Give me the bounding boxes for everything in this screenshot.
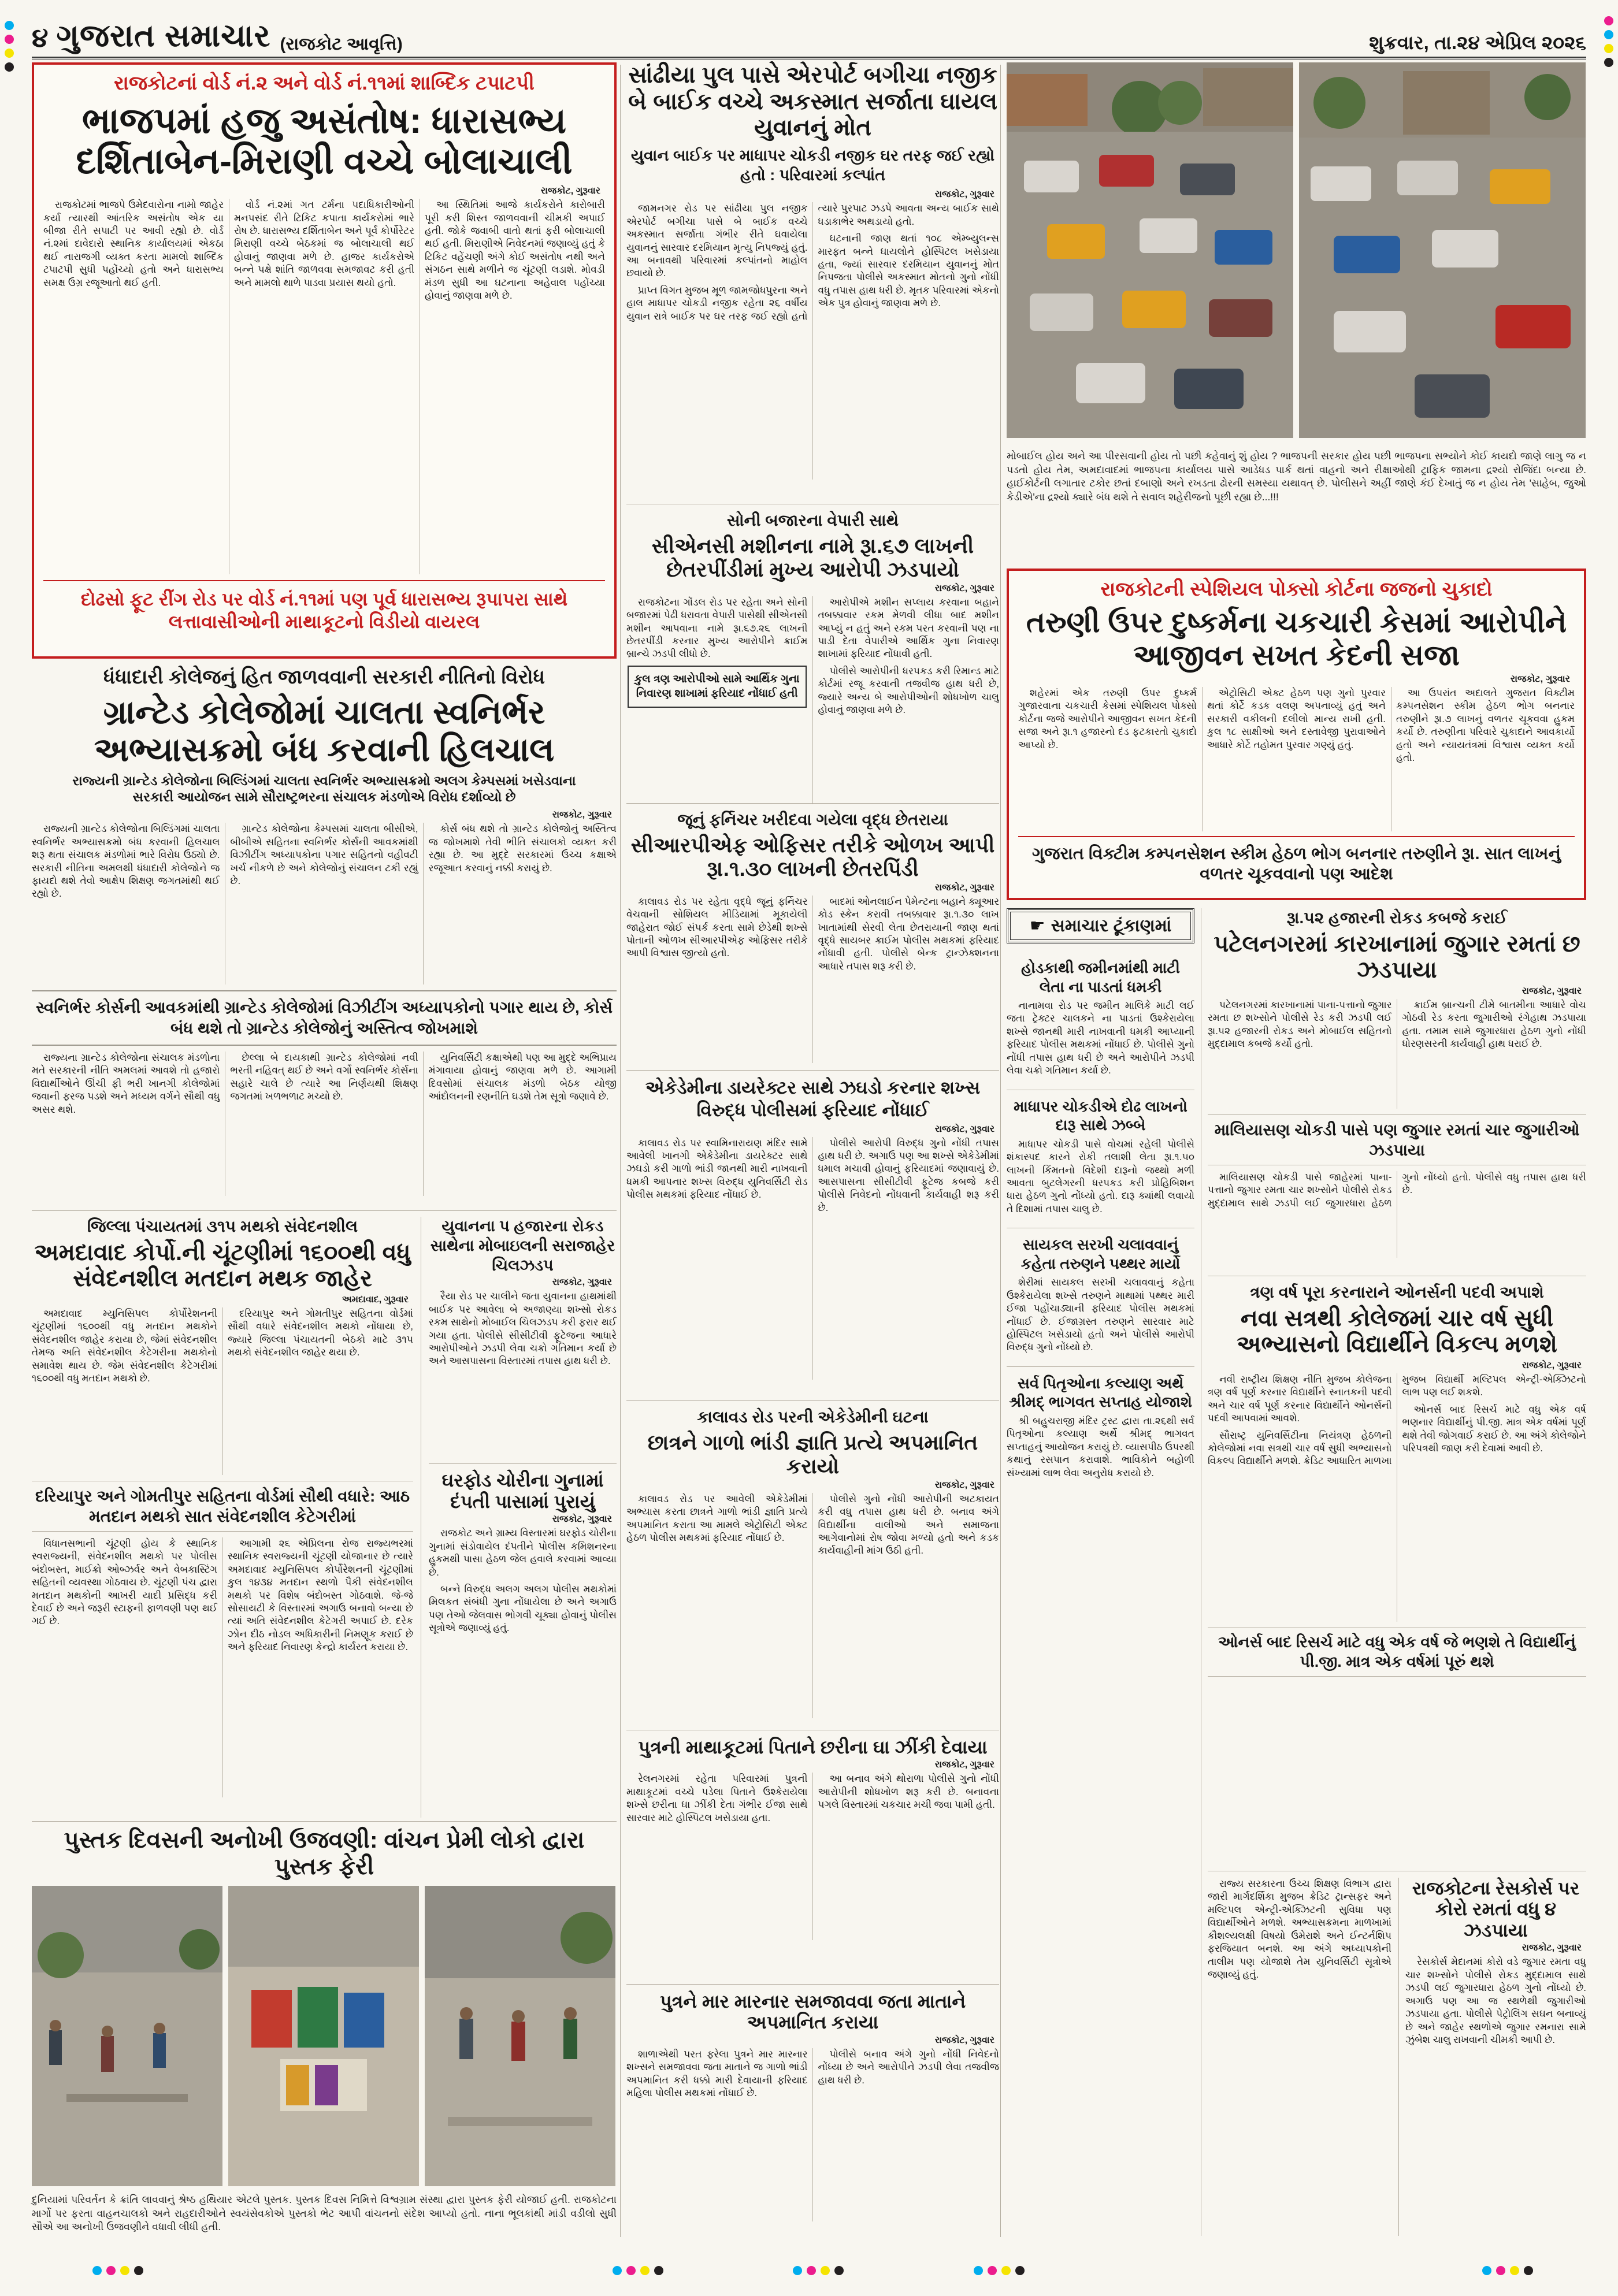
article-body (1208, 999, 1586, 1109)
registration-marks-bottom-3 (793, 2266, 844, 2275)
article-academy-complaint (626, 1077, 999, 1380)
article-caste-insult (626, 1407, 999, 1718)
brief-item (1007, 1228, 1194, 1358)
article-paragraph: અમદાવાદ મ્યુનિસિપલ કોર્પોરેશનની ચૂંટણીમાં ૧૬૦૦થી વધુ મતદાન મથકોને સંવેદનશીલ જાહેર કરાયા છે, જેમાં સંવેદનશીલ તેમજ અતિ સંવેદનશીલ કેટેગરીના મથકોનો સમાવેશ થાય છે. જેમ સંવેદનશીલ કેટેગરીમાં ૧૬૦૦થી વધુ મતદાન મથકો છે. (32, 1307, 217, 1384)
article-paragraph: આ બનાવ અંગે થોરાળા પોલીસે ગુનો નોંધી આરોપીની શોધખોળ શરૂ કરી છે. બનાવના પગલે વિસ્તારમાં ચકચાર મચી જવા પામી હતી. (818, 1773, 999, 1811)
article-pocso-verdict (1007, 569, 1586, 900)
article-paragraph: યુનિવર્સિટી કક્ષાએથી પણ આ મુદ્દે અભિપ્રાય મંગાવાયા હોવાનું જાણવા મળે છે. આગામી દિવસોમાં સંચાલક મંડળો બેઠક યોજી આંદોલનની રણનીતિ ઘડશે તેમ સૂત્રો જણાવે છે. (428, 1052, 617, 1102)
article-body (1208, 1373, 1586, 1622)
article-granted-colleges (32, 666, 617, 1206)
reg-dot-magenta (106, 2266, 116, 2275)
reg-dot-yellow (1604, 44, 1613, 53)
article-kicker: જિલ્લા પંચાયતમાં ૩૧૫ મથકો સંવેદનશીલ (87, 1217, 358, 1235)
page-header (32, 14, 1586, 54)
reg-dot-magenta (626, 2266, 636, 2275)
article-paragraph: જામનગર રોડ પર સાંઢીયા પુલ નજીક એરપોર્ટ બગીચા પાસે બે બાઈક વચ્ચે અકસ્માત સર્જાતા ગંભીર રીતે ઘવાયેલા યુવાનનું સારવાર દરમિયાન મૃત્યુ નિપજ્યું હતું. આ બનાવથી પરિવારમાં કલ્પાંતનો માહોલ છવાયો છે. (626, 203, 808, 279)
article-bike-accident (626, 62, 999, 480)
reg-dot-black (5, 62, 14, 72)
article-paragraph: આરોપીએ મશીન સપ્લાય કરવાના બહાને તબક્કાવાર રકમ મેળવી લીધા બાદ મશીન આપ્યું ન હતું અને રકમ પરત કરવાની પણ ના પાડી દેતા વેપારીએ આર્થિક ગુના નિવારણ શાખામાં ફરિયાદ નોંધાવી હતી. (818, 596, 999, 660)
article-paragraph: રાજ્યના ગ્રાન્ટેડ કોલેજોના સંચાલક મંડળોના મતે સરકારની નીતિ અમલમાં આવશે તો હજારો વિદ્યાર્થીઓને ઊંચી ફી ભરી ખાનગી કોલેજોમાં જવાની ફરજ પડશે અને મધ્યમ વર્ગને સૌથી વધુ અસર થશે. (32, 1052, 220, 1115)
article-kicker: રાજકોટનાં વોર્ડ નં.૨ અને વોર્ડ નં.૧૧માં શાબ્દિક ટપાટપી (114, 72, 535, 94)
dateline: રાજકોટ, ગુરૂવાર (1510, 674, 1570, 684)
reg-dot-black (654, 2266, 663, 2275)
article-deck: યુવાન બાઈક પર માધાપર ચોકડી નજીક ઘર તરફ જઈ રહ્યો હતો : પરિવારમાં કલ્પાંત (630, 146, 995, 184)
article-gambling-raid (1208, 908, 1586, 1258)
brief-body (1007, 1000, 1194, 1082)
reg-dot-magenta (1496, 2266, 1505, 2275)
article-paragraph: આ ઉપરાંત અદાલતે ગુજરાત વિક્ટીમ કમ્પનસેશન સ્કીમ હેઠળ ભોગ બનનાર તરુણીને રૂ।.૭ લાખનું વળતર ચૂકવવા હુકમ કર્યો છે. તરુણીના પરિવારે ચુકાદાને આવકાર્યો હતો અને ન્યાયતંત્રમાં વિશ્વાસ વ્યક્ત કર્યો હતો. (1396, 687, 1575, 763)
article-mother-insulted (626, 1991, 999, 2221)
article-body (1208, 1171, 1586, 1258)
edition-label: (રાજકોટ આવૃત્તિ) (280, 35, 403, 54)
reg-dot-yellow (1510, 2266, 1519, 2275)
reg-dot-cyan (1604, 30, 1613, 39)
brief-body (1007, 1276, 1194, 1358)
article-paragraph: નવી રાષ્ટ્રીય શિક્ષણ નીતિ મુજબ કોલેજના ત્રણ વર્ષ પૂર્ણ કરનાર વિદ્યાર્થીને સ્નાતકની પદવી અને ચાર વર્ષ પૂર્ણ કરનાર વિદ્યાર્થીને ઓનર્સની પદવી આપવામાં આવશે. (1208, 1373, 1392, 1424)
reg-dot-yellow (120, 2266, 129, 2275)
article-headline: રાજકોટના રેસકોર્સ પર કોરો રમતાં વધુ ૪ ઝડપાયા (1412, 1878, 1580, 1941)
article-paragraph: એટ્રોસિટી એક્ટ હેઠળ પણ ગુનો પુરવાર થતાં કોર્ટે કડક વલણ અપનાવ્યું હતું અને સરકારી વકીલની દલીલો માન્ય રાખી હતી. કુલ ૧૮ સાક્ષીઓ અને દસ્તાવેજી પુરાવાઓને આધારે કોર્ટે તહોમત પુરવાર ગણ્યું હતું. (1207, 687, 1386, 751)
article-headline: છાત્રને ગાળો ભાંડી જ્ઞાતિ પ્રત્યે અપમાનિત કરાયો (647, 1430, 978, 1478)
article-paragraph: બાદમાં ઓનલાઈન પેમેન્ટના બહાને ક્યૂઆર કોડ સ્કેન કરાવી તબક્કાવાર રૂા.૧.૩૦ લાખ ખાતામાંથી સેરવી લેતા છેતરાયાની જાણ થતાં વૃદ્ધે સાયબર ક્રાઈમ પોલીસ મથકમાં ફરિયાદ નોંધાવી હતી. પોલીસે બેન્ક ટ્રાન્ઝેક્શનના આધારે તપાસ શરૂ કરી છે. (818, 896, 999, 972)
article-paragraph: નાનામવા રોડ પર જમીન માલિકે માટી લઈ જતા ટ્રેક્ટર ચાલકને ના પાડતાં ઉશ્કેરાયેલા શખ્સે જાનથી મારી નાખવાની ધમકી આપ્યાની ફરિયાદ પોલીસ મથકમાં નોંધાઈ છે. પોલીસે ગુનો નોંધી તપાસ હાથ ધરી છે અને આરોપીને ઝડપી લેવા ચક્રો ગતિમાન કર્યા છે. (1007, 1000, 1194, 1076)
divider (32, 1821, 617, 1822)
registration-marks-top-right (1604, 16, 1613, 67)
article-cnc-fraud (626, 511, 999, 804)
article-paragraph: કોર્સ બંધ થશે તો ગ્રાન્ટેડ કોલેજોનું અસ્તિત્વ જ જોખમાશે તેવી ભીતિ સંચાલકો વ્યક્ત કરી રહ્યા છે. આ મુદ્દે સરકારમાં ઉચ્ચ કક્ષાએ રજૂઆત કરવાનું નક્કી કરાયું છે. (428, 823, 617, 874)
article-body (1018, 687, 1575, 831)
photo-book-fair-3 (425, 1886, 615, 2186)
article-inset-box: કુલ ત્રણ આરોપીઓ સામે આર્થિક ગુના નિવારણ શાખામાં ફરિયાદ નોંધાઈ હતી (628, 666, 807, 708)
dateline: રાજકોટ, ગુરૂવાર (934, 1124, 994, 1134)
traffic-photos (1007, 62, 1586, 438)
article-paragraph: કાલાવડ રોડ પર રહેતા વૃદ્ધે જૂનું ફર્નિચર વેચવાની સોશિયલ મીડિયામાં મૂકાયેલી જાહેરાત જોઈ સંપર્ક કરતા સામે છેડેથી શખ્સે પોતાની ઓળખ સીઆરપીએફ ઓફિસર તરીકે આપી વિશ્વાસ જીત્યો હતો. (626, 896, 808, 959)
dateline: રાજકોટ, ગુરૂવાર (552, 810, 612, 820)
reg-dot-yellow (1001, 2266, 1011, 2275)
article-body (626, 2048, 999, 2221)
article-paragraph: રેલનગરમાં રહેતા પરિવારમાં પુત્રની માથાકૂટમાં વચ્ચે પડેલા પિતાને ઉશ્કેરાયેલા શખ્સે છરીના ઘા ઝીંકી દેતા ગંભીર ઈજા સાથે સારવાર માટે હોસ્પિટલ ખસેડાયા હતા. (626, 1773, 808, 1823)
photo-book-fair-1 (32, 1886, 222, 2186)
article-headline: સીઆરપીએફ ઓફિસર તરીકે ઓળખ આપી રૂ।.૧.૩૦ લાખની છેતરપિંડી (630, 833, 995, 880)
reg-dot-cyan (974, 2266, 983, 2275)
dateline: અમદાવાદ, ગુરૂવાર (342, 1294, 409, 1305)
article-body (429, 1527, 617, 1804)
registration-marks-bottom-5 (1482, 2266, 1533, 2275)
article-kicker: રાજકોટની સ્પેશિયલ પોક્સો કોર્ટના જજનો ચુકાદો (1100, 578, 1493, 600)
reg-dot-magenta (988, 2266, 997, 2275)
article-kicker: રૂા.૫૨ હજારની રોકડ કબજે કરાઈ (1286, 909, 1508, 927)
left-third-column (429, 1217, 617, 1818)
photo-traffic-1 (1007, 62, 1293, 438)
article-inset-line: ઓનર્સ બાદ રિસર્ચ માટે વધુ એક વર્ષ જે ભણશે તે વિદ્યાર્થીનું પી.જી. માત્ર એક વર્ષમાં પૂરું થશે (1208, 1628, 1586, 1677)
article-body (626, 896, 999, 1063)
reg-dot-magenta (1604, 16, 1613, 25)
article-body (1405, 1956, 1586, 2050)
article-body (626, 1773, 999, 1940)
registration-marks-bottom-2 (613, 2266, 663, 2275)
article-kicker: ધંધાદારી કોલેજનું હિત જાળવવાની સરકારી નીતિનો વિરોધ (103, 666, 545, 688)
article-footer-line: ગુજરાત વિક્ટીમ કમ્પનસેશન સ્કીમ હેઠળ ભોગ બનનાર તરુણીને રૂ।. સાત લાખનું વળતર ચૂકવવાનો પણ આદેશ (1018, 836, 1575, 885)
article-kicker: જૂનું ફર્નિચર ખરીદવા ગયેલા વૃદ્ધ છેતરાયા (677, 811, 948, 829)
article-paragraph: રાજ્યની ગ્રાન્ટેડ કોલેજોના બિલ્ડિંગમાં ચાલતા સ્વનિર્ભર અભ્યાસક્રમો બંધ કરવાની હિલચાલ શરૂ થતા સંચાલક મંડળોમાં ભારે વિરોધ ઉઠ્યો છે. સરકારી નીતિના અમલથી ધંધાદારી કોલેજોને જ ફાયદો થશે તેવો આક્ષેપ શિક્ષણ જગતમાંથી થઈ રહ્યો છે. (32, 823, 220, 900)
article-body (626, 202, 999, 480)
brief-headline: સર્વ પિતૃઓના કલ્યાણ અર્થે શ્રીમદ્ ભાગવત સપ્તાહ યોજાશે (1007, 1366, 1194, 1411)
issue-date: શુક્રવાર, તા.૨૪ એપ્રિલ ૨૦૨૬ (1369, 32, 1586, 53)
article-paragraph: ઘટનાની જાણ થતાં ૧૦૮ એમ્બ્યુલન્સ મારફત બન્ને ઘાયલોને હોસ્પિટલ ખસેડાયા હતા, જ્યાં સારવાર દરમિયાન યુવાનનું મોત નિપજતા પોલીસે અકસ્માત મોતનો ગુનો નોંધી વધુ તપાસ હાથ ધરી છે. મૃતક પરિવારમાં એકનો એક પુત્ર હોવાનું જાણવા મળે છે. (818, 233, 999, 309)
divider (1000, 65, 1001, 2237)
reg-dot-black (134, 2266, 143, 2275)
article-paragraph: ઓનર્સ બાદ રિસર્ચ માટે વધુ એક વર્ષ ભણનાર વિદ્યાર્થીનું પી.જી. માત્ર એક વર્ષમાં પૂર્ણ થશે તેવી જોગવાઈ કરાઈ છે. આ અંગે કોલેજોને પરિપત્રથી જાણ કરી દેવામાં આવી છે. (1402, 1403, 1586, 1454)
news-briefs-header (1007, 908, 1194, 943)
article-headline: ગ્રાન્ટેડ કોલેજોમાં ચાલતા સ્વનિર્ભર અભ્યાસક્રમો બંધ કરવાની હિલચાલ (94, 693, 555, 768)
article-paragraph: વોર્ડ નં.૨માં ગત ટર્મના પદાધિકારીઓની મનપસંદ રીતે ટિકિટ કપાતા કાર્યકરોમાં ભારે રોષ છે. ધારાસભ્ય દર્શિતાબેન અને પૂર્વ કોર્પોરેટર મિરાણી વચ્ચે બેઠકમાં જ બોલાચાલી થઈ હોવાનું જાણવા મળે છે. હાજર કાર્યકરોએ બન્ને પક્ષે શાંતિ જાળવવા સમજાવટ કરી હતી અને મામલો થાળે પાડવા પ્રયાસ થયો હતો. (234, 199, 414, 288)
article-paragraph: પોલીસે બનાવ અંગે ગુનો નોંધી નિવેદનો નોંધ્યા છે અને આરોપીને ઝડપી લેવા તજવીજ હાથ ધરી છે. (818, 2048, 999, 2086)
article-paragraph: ગ્રાન્ટેડ કોલેજોના કેમ્પસમાં ચાલતા બીસીએ, બીબીએ સહિતના સ્વનિર્ભર કોર્સની આવકમાંથી વિઝીટીંગ અધ્યાપકોના પગાર સહિતનો વહીવટી ખર્ચ નીકળે છે અને કોલેજોનું સંચાલન ટકી રહ્યું છે. (230, 823, 418, 886)
news-briefs-title: સમાચાર ટૂંકાણમાં (1051, 916, 1172, 935)
registration-marks-top-left (5, 21, 14, 72)
dateline: રાજકોટ, ગુરૂવાર (552, 1514, 612, 1525)
article-subhead: દરિયાપુર અને ગોમતીપુર સહિતના વોર્ડમાં સૌથી વધારે: આઠ મતદાન મથકો સાત સંવેદનશીલ કેટેગરીમાં (32, 1481, 413, 1532)
pointing-finger-icon: ☛ (1029, 916, 1045, 935)
article-headline: ઘરફોડ ચોરીના ગુનામાં દંપતી પાસામાં પુરાયું (441, 1470, 604, 1512)
article-book-day (32, 1827, 617, 2236)
article-paragraph: કાલાવડ રોડ પર સ્વામિનારાયણ મંદિર સામે આવેલી ખાનગી એકેડેમીના ડાયરેક્ટર સાથે ઝઘડો કરી ગાળો ભાંડી જાનથી મારી નાખવાની ધમકી આપનાર શખ્સ વિરુદ્ધ યુનિવર્સિટી રોડ પોલીસ મથકમાં ફરિયાદ નોંધાઈ છે. (626, 1137, 808, 1201)
brief-item (1007, 952, 1194, 1082)
article-paragraph: માલિયાસણ ચોકડી પાસે જાહેરમાં પાના-પત્તાનો જુગાર રમતા ચાર શખ્સોને પોલીસે રોકડ મુદ્દામાલ સાથે ઝડપી લઈ જુગારધારા હેઠળ ગુનો નોંધ્યો હતો. પોલીસે વધુ તપાસ હાથ ધરી છે. (1208, 1171, 1586, 1209)
article-paragraph: સૌરાષ્ટ્ર યુનિવર્સિટીના નિયંત્રણ હેઠળની કોલેજોમાં નવા સત્રથી ચાર વર્ષ સુધી અભ્યાસનો વિકલ્પ વિદ્યાર્થીને મળશે. ક્રેડિટ આધારિત માળખા મુજબ વિદ્યાર્થી મલ્ટિપલ એન્ટ્રી-એક્ઝિટનો લાભ પણ લઈ શકશે. (1208, 1373, 1586, 1467)
reg-dot-magenta (807, 2266, 816, 2275)
article-paragraph: છેલ્લા બે દાયકાથી ગ્રાન્ટેડ કોલેજોમાં નવી ભરતી નહિવત્ થઈ છે અને વર્ગો સ્વનિર્ભર કોર્સના સહારે ચાલે છે ત્યારે આ નિર્ણયથી શિક્ષણ જગતમાં ખળભળાટ મચ્યો છે. (230, 1052, 418, 1102)
header-rule (32, 57, 1586, 60)
article-body (626, 596, 999, 804)
reg-dot-cyan (613, 2266, 622, 2275)
dateline: રાજકોટ, ગુરૂવાર (934, 583, 994, 593)
photo-row (32, 1886, 617, 2186)
dateline: રાજકોટ, ગુરૂવાર (934, 1480, 994, 1490)
article-body (32, 1307, 413, 1475)
article-bjp-dispute (32, 62, 617, 659)
brief-headline: માધાપર ચોકડીએ દોઢ લાખનો દારૂ સાથે ઝબ્બે (1007, 1090, 1194, 1135)
article-paragraph: પોલીસે ગુનો નોંધી આરોપીની અટકાયત કરી વધુ તપાસ હાથ ધરી છે. બનાવ અંગે વિદ્યાર્થીના વાલીઓ અને સમાજના આગેવાનોમાં રોષ જોવા મળ્યો હતો અને કડક કાર્યવાહીની માંગ ઉઠી હતી. (818, 1493, 999, 1556)
divider (626, 1070, 999, 1071)
divider (626, 803, 999, 804)
article-body (429, 1290, 617, 1458)
article-headline: અમદાવાદ કોર્પો.ની ચૂંટણીમાં ૧૬૦૦થી વધુ સંવેદનશીલ મતદાન મથક જાહેર (34, 1239, 411, 1292)
article-paragraph: શેરીમાં સાયકલ સરખી ચલાવવાનું કહેતા ઉશ્કેરાયેલા શખ્સે તરુણને માથામાં પથ્થર મારી ઈજા પહોંચાડ્યાની ફરિયાદ પોલીસ મથકમાં નોંધાઈ છે. ઈજાગ્રસ્ત તરુણને સારવાર માટે હોસ્પિટલ ખસેડાયો હતો અને પોલીસે આરોપી વિરુદ્ધ ગુનો નોંધ્યો છે. (1007, 1277, 1194, 1353)
article-paragraph: પ્રાપ્ત વિગત મુજબ મૂળ જામજોધપુરના અને હાલ માધાપર ચોકડી નજીક રહેતા ૨૬ વર્ષીય યુવાન રાત્રે બાઈક પર ઘર તરફ જઈ રહ્યો હતો ત્યારે પુરપાટ ઝડપે આવતા અન્ય બાઈક સાથે ધડાકાભેર અથડાયો હતો. (626, 203, 999, 322)
article-body (32, 1537, 413, 1797)
dateline: રાજકોટ, ગુરૂવાર (540, 186, 600, 196)
masthead-group (32, 18, 403, 54)
article-paragraph: માધાપર ચોકડી પાસે વોચમાં રહેલી પોલીસે શંકાસ્પદ કારને રોકી તલાશી લેતા રૂા.૧.૫૦ લાખની કિંમતનો વિદેશી દારૂનો જથ્થો મળી આવતા બુટલેગરની ધરપકડ કરી પ્રોહિબિશન ધારા હેઠળ ગુનો નોંધ્યો હતો. દારૂ ક્યાંથી લવાયો તે દિશામાં તપાસ ચાલુ છે. (1007, 1138, 1194, 1214)
brief-body (1007, 1138, 1194, 1220)
article-highlight-strip: સ્વનિર્ભર કોર્સની આવકમાંથી ગ્રાન્ટેડ કોલેજોમાં વિઝીટીંગ અધ્યાપકોનો પગાર થાય છે, કોર્સ બંધ થશે તો ગ્રાન્ટેડ કોલેજોનું અસ્તિત્વ જોખમાશે (32, 990, 617, 1046)
brief-body (1007, 1415, 1194, 1484)
page-number: ૪ (32, 23, 49, 53)
article-body (32, 1052, 617, 1196)
article-kicker: કાલાવડ રોડ પરની એકેડેમીની ઘટના (697, 1408, 929, 1426)
article-headline: સીએનસી મશીનના નામે રૂ।.૬૭ લાખની છેતરપીંડીમાં મુખ્ય આરોપી ઝડપાયો (651, 533, 974, 581)
brief-headline: હોડકાથી જમીનમાંથી માટી લેતા ના પાડતાં ધમકી (1021, 959, 1180, 995)
article-paragraph: શહેરમાં એક તરુણી ઉપર દુષ્કર્મ ગુજારવાના ચકચારી કેસમાં સ્પેશિયલ પોક્સો કોર્ટના જજે આરોપીને આજીવન સખત કેદની સજા અને રૂા.૧ હજારનો દંડ ફટકારતો ચુકાદો આપ્યો છે. (1018, 687, 1197, 751)
article-body (626, 1137, 999, 1380)
article-paragraph: કાલાવડ રોડ પર આવેલી એકેડેમીમાં અભ્યાસ કરતા છાત્રને ગાળો ભાંડી જ્ઞાતિ પ્રત્યે અપમાનિત કરાતા આ મામલે એટ્રોસિટી એક્ટ હેઠળ પોલીસ મથકમાં ફરિયાદ નોંધાઈ છે. (626, 1493, 808, 1543)
article-headline: પુત્રની માથાકૂટમાં પિતાને છરીના ઘા ઝીંકી દેવાયા (638, 1737, 988, 1758)
article-paragraph: પોલીસે આરોપીની ધરપકડ કરી રિમાન્ડ માટે કોર્ટમાં રજૂ કરવાની તજવીજ હાથ ધરી છે, જ્યારે અન્ય બે આરોપીઓની શોધખોળ ચાલુ હોવાનું જાણવા મળે છે. (818, 665, 999, 716)
reg-dot-black (1015, 2266, 1025, 2275)
article-paragraph: દરિયાપુર અને ગોમતીપુર સહિતના વોર્ડમાં સૌથી વધારે સંવેદનશીલ મથકો નોંધાયા છે, જ્યારે જિલ્લા પંચાયતની બેઠકો માટે ૩૧૫ મથકો સંવેદનશીલ જાહેર થયા છે. (228, 1307, 413, 1358)
article-paragraph: પોલીસે આરોપી વિરુદ્ધ ગુનો નોંધી તપાસ હાથ ધરી છે. અગાઉ પણ આ શખ્સે એકેડેમીમાં ધમાલ મચાવી હોવાનું ફરિયાદમાં જણાવાયું છે. આસપાસના સીસીટીવી ફૂટેજ કબજે કરી પોલીસે નિવેદનો નોંધવાની કાર્યવાહી શરૂ કરી છે. (818, 1137, 999, 1213)
article-headline: પટેલનગરમાં કારખાનામાં જુગાર રમતાં છ ઝડપાયા (1214, 931, 1580, 983)
article-paragraph: આ સ્થિતિમાં આજે કાર્યકરોને કારોબારી પૂરી કરી શિસ્ત જાળવવાની ચીમકી અપાઈ હતી. જોકે જવાબી વાતો થતાં ફરી બોલાચાલી થઈ હતી. મિરાણીએ નિવેદનમાં જણાવ્યું હતું કે ટિકિટ વહેંચણી અંગે કોઈ અસંતોષ નથી અને સંગઠન સાથે મળીને જ ચૂંટણી લડાશે. મોવડી મંડળ સુધી આ ઘટનાના અહેવાલ પહોંચ્યા હોવાનું જાણવા મળે છે. (425, 199, 605, 302)
article-paragraph: ક્રાઈમ બ્રાન્ચની ટીમે બાતમીના આધારે વોચ ગોઠવી રેડ કરતા જુગારીઓ રંગેહાથ ઝડપાયા હતા. તમામ સામે જુગારધારા હેઠળ ગુનો નોંધી ધોરણસરની કાર્યવાહી હાથ ધરાઈ છે. (1402, 999, 1586, 1050)
photo-traffic-2 (1299, 62, 1586, 438)
dateline: રાજકોટ, ગુરૂવાર (1521, 1360, 1582, 1370)
dateline: રાજકોટ, ગુરૂવાર (1521, 1943, 1582, 1953)
traffic-photos-caption: મોબાઈલ હોય અને આ પીરસવાની હોય તો પછી કહેવાનું શું હોય ? ભાજપની સરકાર હોય પછી ભાજપના સભ્યોને કોઈ કાયદો જાણે લાગુ જ ન પડતો હોય તેમ, અમદાવાદમાં ભાજપના કાર્યાલય પાસે આડેધડ પાર્ક થતાં વાહનો અને રીક્ષાઓથી ટ્રાફિક જામના દ્રશ્યો રોજિંદા બન્યા છે. હાઈકોર્ટની લગાતાર ટકોર છતાં દબાણો અને રખડતા ઢોરની સમસ્યા યથાવત્ છે. પોલીસને અહીં જાણે કંઈ દેખાતું જ ન હોય તેમ 'સાહેબ, જુઓ કેડીએ'ના દ્રશ્યો ક્યારે બંધ થશે તે સવાલ શહેરીજનો પૂછી રહ્યા છે...!!! (1007, 450, 1586, 503)
article-footer-line: દોઢસો ફૂટ રીંગ રોડ પર વોર્ડ નં.૧૧માં પણ પૂર્વ ધારાસભ્ય રૂપાપરા સાથે લત્તાવાસીઓની માથાકૂટનો વિડીયો વાયરલ (43, 580, 605, 633)
dateline: રાજકોટ, ગુરૂવાર (934, 2035, 994, 2045)
article-paragraph: રાજકોટમાં ભાજપે ઉમેદવારોના નામો જાહેર કર્યા ત્યારથી આંતરિક અસંતોષ એક યા બીજા રીતે સપાટી પર આવી રહ્યો છે. વોર્ડ નં.૨માં દાવેદારો સ્થાનિક કાર્યાલયમાં એકઠા થઈ નારાજગી વ્યક્ત કરતા મામલો શાબ્દિક ટપાટપી સુધી પહોંચ્યો હતો અને ધારાસભ્ય સમક્ષ ઉગ્ર રજૂઆતો થઈ હતી. (43, 199, 224, 288)
article-paragraph: રાજ્ય સરકારના ઉચ્ચ શિક્ષણ વિભાગ દ્વારા જારી માર્ગદર્શિકા મુજબ ક્રેડિટ ટ્રાન્સફર અને મલ્ટિપલ એન્ટ્રી-એક્ઝિટની સુવિધા પણ વિદ્યાર્થીઓને મળશે. અભ્યાસક્રમના માળખામાં કૌશલ્યલક્ષી વિષયો ઉમેરાશે અને ઈન્ટર્નશિપ ફરજિયાત બનશે. આ અંગે અધ્યાપકોની તાલીમ પણ યોજાશે તેમ યુનિવર્સિટી સૂત્રોએ જણાવ્યું હતું. (1208, 1878, 1391, 1981)
article-paragraph: રેસકોર્સ મેદાનમાં કોરો વડે જુગાર રમતા વધુ ચાર શખ્સોને પોલીસે રોકડ મુદ્દામાલ સાથે ઝડપી લઈ જુગારધારા હેઠળ ગુનો નોંધ્યો છે. અગાઉ પણ આ જ સ્થળેથી જુગારીઓ ઝડપાયા હતા. પોલીસે પેટ્રોલિંગ સઘન બનાવ્યું છે અને જાહેર સ્થળોએ જુગાર રમનારા સામે ઝુંબેશ ચાલુ રાખવાની ચીમકી આપી છે. (1405, 1956, 1586, 2046)
reg-dot-black (1524, 2266, 1533, 2275)
article-honors-degree (1208, 1283, 1586, 1682)
article-headline: તરુણી ઉપર દુષ્કર્મના ચકચારી કેસમાં આરોપીને આજીવન સખત કેદની સજા (1026, 605, 1567, 671)
article-headline: ભાજપમાં હજુ અસંતોષ: ધારાસભ્ય દર્શિતાબેન-મિરાણી વચ્ચે બોલાચાલી (76, 101, 573, 182)
divider (1398, 1878, 1399, 2236)
news-briefs-column (1007, 908, 1194, 2236)
article-koro-gambling (1405, 1878, 1586, 2236)
reg-dot-black (1604, 58, 1613, 67)
divider (620, 65, 621, 2237)
registration-marks-bottom-1 (92, 2266, 143, 2275)
divider (429, 1463, 617, 1464)
divider (32, 1210, 617, 1211)
masthead: ગુજરાત સમાચાર (56, 18, 271, 53)
photo-caption: દુનિયામાં પરિવર્તન કે ક્રાંતિ લાવવાનું શ્રેષ્ઠ હથિયાર એટલે પુસ્તક. પુસ્તક દિવસ નિમિત્તે વિશ્વગ્રામ સંસ્થા દ્વારા પુસ્તક ફેરી યોજાઈ હતી. રાજકોટના માર્ગો પર ફરતા વાહનચાલકો અને રાહદારીઓને સ્વયંસેવકોએ પુસ્તકો ભેટ આપી વાંચનનો સંદેશ આપ્યો હતો. નાના ભૂલકાંથી માંડી વડીલો સુધી સૌએ આ અનોખી ઉજવણીને વધાવી લીધી હતી. (32, 2194, 617, 2233)
dateline: રાજકોટ, ગુરૂવાર (934, 882, 994, 893)
dateline: રાજકોટ, ગુરૂવાર (934, 190, 994, 200)
photo-book-fair-2 (228, 1886, 419, 2186)
article-paragraph: રાજકોટના ગોંડલ રોડ પર રહેતા અને સોની બજારમાં પેઢી ધરાવતા વેપારી પાસેથી સીએનસી મશીન આપવાના નામે રૂા.૬૭.૨૬ લાખની છેતરપીંડી કરનાર મુખ્ય આરોપીને ક્રાઈમ બ્રાન્ચે ઝડપી લીધો છે. (626, 596, 808, 660)
article-deck: રાજ્યની ગ્રાન્ટેડ કોલેજોના બિલ્ડિંગમાં ચાલતા સ્વનિર્ભર અભ્યાસક્રમો અલગ કેમ્પસમાં ખસેડવાના સરકારી આયોજન સામે સૌરાષ્ટ્રભરના સંચાલક મંડળોએ વિરોધ દર્શાવ્યો છે (72, 772, 576, 805)
article-paragraph: શાળાએથી પરત ફરેલા પુત્રને માર મારનાર શખ્સને સમજાવવા જતા માતાને જ ગાળો ભાંડી અપમાનિત કરી ધક્કો મારી દેવાયાની ફરિયાદ મહિલા પોલીસ મથકમાં નોંધાઈ છે. (626, 2048, 808, 2099)
divider (626, 1400, 999, 1401)
article-paragraph: રૈયા રોડ પર ચાલીને જતા યુવાનના હાથમાંથી બાઈક પર આવેલા બે અજાણ્યા શખ્સો રોકડ રકમ સાથેનો મોબાઈલ ચિલઝડપ કરી ફરાર થઈ ગયા હતા. પોલીસે સીસીટીવી ફૂટેજના આધારે આરોપીઓને ઝડપી લેવા ચક્રો ગતિમાન કર્યા છે અને આસપાસના વિસ્તારમાં તપાસ હાથ ધરી છે. (429, 1291, 617, 1367)
reg-dot-cyan (92, 2266, 102, 2275)
dateline: રાજકોટ, ગુરૂવાર (1521, 986, 1582, 996)
article-headline: નવા સત્રથી કોલેજમાં ચાર વર્ષ સુધી અભ્યાસનો વિદ્યાર્થીને વિકલ્પ મળશે (1237, 1305, 1557, 1358)
reg-dot-cyan (5, 21, 14, 30)
article-honors-continuation (1208, 1878, 1391, 2236)
article-headline: સાંઢીયા પુલ પાસે એરપોર્ટ બગીચા નજીક બે બાઈક વચ્ચે અકસ્માત સર્જાતા ઘાયલ યુવાનનું મોત (628, 62, 997, 141)
article-kicker: સોની બજારના વેપારી સાથે (726, 511, 899, 529)
dateline: રાજકોટ, ગુરૂવાર (934, 1760, 994, 1770)
article-body (626, 1493, 999, 1718)
article-election (32, 1217, 413, 1818)
article-headline: યુવાનના પ હજારના રોકડ સાથેના મોબાઇલની સરાજાહેર ચિલઝડપ (430, 1217, 615, 1274)
article-headline: પુત્રને માર મારનાર સમજાવવા જતા માતાને અપમાનિત કરાયા (659, 1991, 966, 2033)
reg-dot-yellow (640, 2266, 650, 2275)
article-paragraph: રાજકોટ અને ગ્રામ્ય વિસ્તારમાં ઘરફોડ ચોરીના ગુનામાં સંડોવાયેલ દંપતીને પોલીસ કમિશનરના હુકમથી પાસા હેઠળ જેલ હવાલે કરવામાં આવ્યા છે. (429, 1528, 617, 1578)
article-subhead: એકેડેમીના ડાયરેક્ટર સાથે ઝઘડો કરનાર શખ્સ વિરુદ્ધ પોલીસમાં ફરિયાદ નોંધાઈ (645, 1078, 981, 1120)
article-paragraph: આગામી ૨૬ એપ્રિલના રોજ રાજ્યભરમાં સ્થાનિક સ્વરાજ્યની ચૂંટણી યોજાનાર છે ત્યારે અમદાવાદ મ્યુનિસિપલ કોર્પોરેશનની ચૂંટણીમાં કુલ ૧૪૩૪ મતદાન સ્થળો પૈકી સંવેદનશીલ મથકો પર વિશેષ બંદોબસ્ત ગોઠવાશે. જે-જે સોસાયટી કે વિસ્તારમાં અગાઉ બનાવો બન્યા છે ત્યાં અતિ સંવેદનશીલ કેટેગરી અપાઈ છે. દરેક ઝોન દીઠ નોડલ અધિકારીની નિમણૂક કરાઈ છે અને ફરિયાદ નિવારણ કેન્દ્રો કાર્યરત કરાયા છે. (228, 1537, 413, 1653)
reg-dot-cyan (1482, 2266, 1491, 2275)
article-furniture-fraud (626, 810, 999, 1063)
article-subhead: માલિયાસણ ચોકડી પાસે પણ જુગાર રમતાં ચાર જુગારીઓ ઝડપાયા (1208, 1114, 1586, 1165)
brief-item (1007, 1090, 1194, 1220)
reg-dot-yellow (5, 49, 14, 58)
dateline: રાજકોટ, ગુરૂવાર (552, 1277, 612, 1288)
registration-marks-bottom-4 (974, 2266, 1025, 2275)
article-kicker: ત્રણ વર્ષ પૂરા કરનારાને ઓનર્સની પદવી અપાશે (1250, 1283, 1544, 1301)
article-body (32, 823, 617, 984)
reg-dot-magenta (5, 35, 14, 44)
brief-item (1007, 1366, 1194, 1484)
article-body (43, 199, 605, 574)
brief-headline: સાયકલ સરખી ચલાવવાનું કહેતા તરુણને પથ્થર માર્યો (1007, 1228, 1194, 1273)
article-body (1208, 1878, 1391, 1986)
divider (626, 1984, 999, 1985)
article-headline: પુસ્તક દિવસની અનોખી ઉજવણી: વાંચન પ્રેમી લોકો દ્વારા પુસ્તક ફેરી (64, 1827, 585, 1879)
article-father-stabbed (626, 1737, 999, 1940)
article-paragraph: વિધાનસભાની ચૂંટણી હોય કે સ્થાનિક સ્વરાજ્યની, સંવેદનશીલ મથકો પર પોલીસ બંદોબસ્ત, માઈક્રો ઓબ્ઝર્વર અને વેબકાસ્ટિંગ સહિતની વ્યવસ્થા ગોઠવાય છે. ચૂંટણી પંચ દ્વારા મતદાન મથકોની આખરી યાદી પ્રસિદ્ધ કરી દેવાઈ છે અને જરૂરી સ્ટાફની ફાળવણી પણ થઈ ગઈ છે. (32, 1537, 217, 1627)
reg-dot-black (834, 2266, 844, 2275)
reg-dot-cyan (793, 2266, 802, 2275)
reg-dot-yellow (821, 2266, 830, 2275)
article-paragraph: પટેલનગરમાં કારખાનામાં પાના-પત્તાનો જુગાર રમતા છ શખ્સોને પોલીસે રેડ કરી ઝડપી લઈ રૂા.૫૨ હજારની રોકડ અને મોબાઈલ સહિતનો મુદ્દામાલ કબજે કર્યો હતો. (1208, 999, 1392, 1050)
article-paragraph: બન્ને વિરુદ્ધ અલગ અલગ પોલીસ મથકોમાં મિલકત સંબંધી ગુના નોંધાયેલા છે અને અગાઉ પણ તેઓ જેલવાસ ભોગવી ચૂક્યા હોવાનું પોલીસ સૂત્રોએ જણાવ્યું હતું. (429, 1583, 617, 1634)
article-paragraph: શ્રી બહુચરાજી મંદિર ટ્રસ્ટ દ્વારા તા.૨૬થી સર્વ પિતૃઓના કલ્યાણ અર્થે શ્રીમદ્ ભાગવત સપ્તાહનું આયોજન કરાયું છે. વ્યાસપીઠ ઉપરથી કથાનું રસપાન કરાવાશે. ભાવિકોને બહોળી સંખ્યામાં લાભ લેવા અનુરોધ કરાયો છે. (1007, 1415, 1194, 1478)
